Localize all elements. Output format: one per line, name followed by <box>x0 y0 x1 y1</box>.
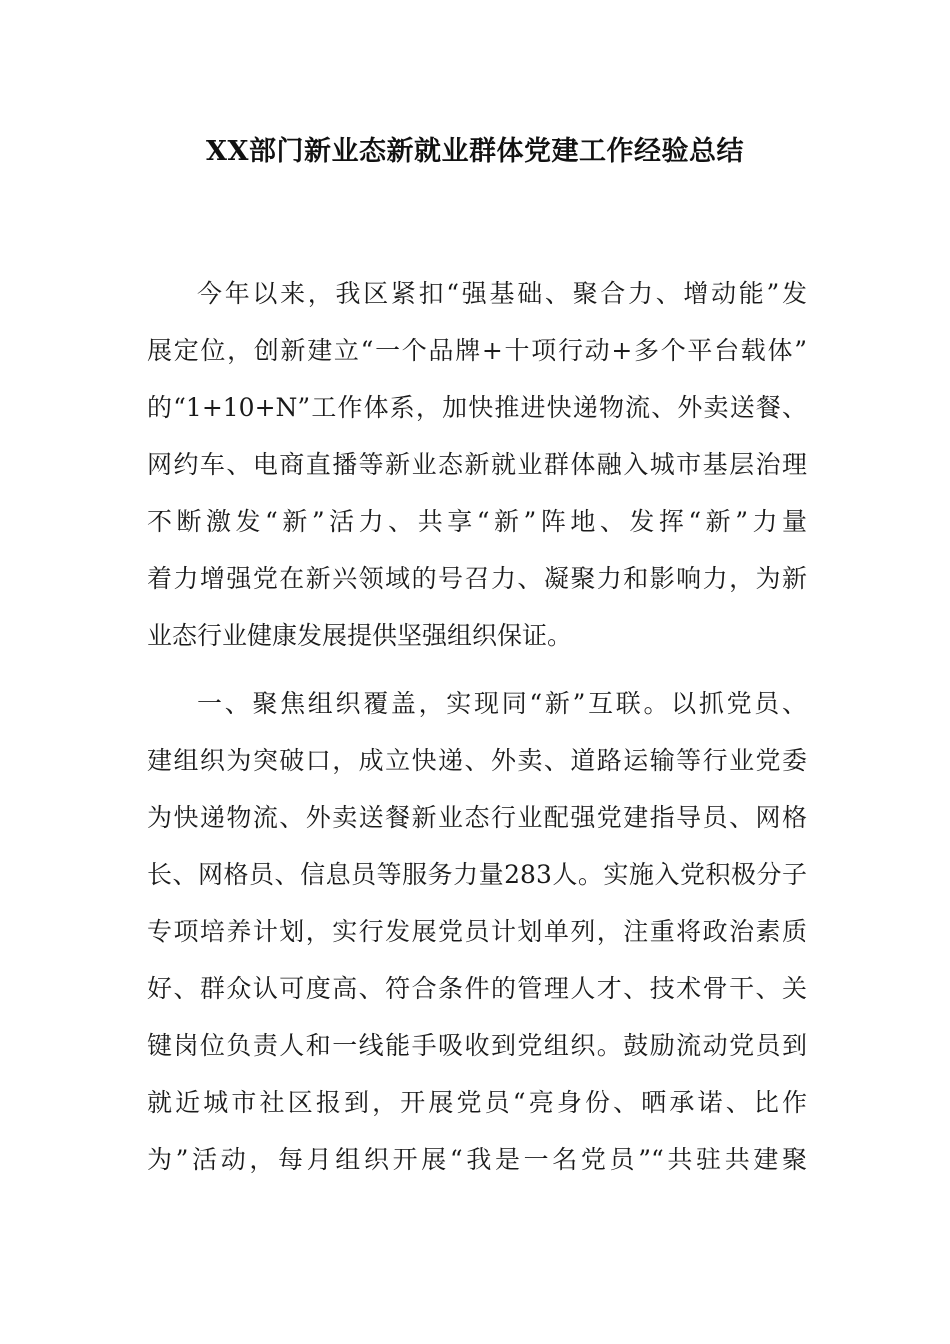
paragraph-1-line-1: 今年以来，我区紧扣“强基础、聚合力、增动能”发 <box>197 279 807 308</box>
paragraph-2-line-5: 专项培养计划，实行发展党员计划单列，注重将政治素质 <box>147 917 807 946</box>
paragraph-1-line-4: 网约车、电商直播等新业态新就业群体融入城市基层治理 <box>147 450 807 479</box>
paragraph-2-line-8: 就近城市社区报到，开展党员“亮身份、晒承诺、比作 <box>147 1088 807 1117</box>
paragraph-1-line-3: 的“1+10+N”工作体系，加快推进快递物流、外卖送餐、 <box>147 393 807 422</box>
paragraph-2-line-3: 为快递物流、外卖送餐新业态行业配强党建指导员、网格 <box>147 803 807 832</box>
paragraph-2-line-4: 长、网格员、信息员等服务力量283人。实施入党积极分子 <box>147 860 807 889</box>
paragraph-1-line-7: 业态行业健康发展提供坚强组织保证。 <box>147 621 573 650</box>
paragraph-2-line-2: 建组织为突破口，成立快递、外卖、道路运输等行业党委 <box>147 746 807 775</box>
paragraph-1-line-6: 着力增强党在新兴领域的号召力、凝聚力和影响力，为新 <box>147 564 807 593</box>
paragraph-2-line-1: 一、聚焦组织覆盖，实现同“新”互联。以抓党员、 <box>197 689 807 718</box>
paragraph-2-line-6: 好、群众认可度高、符合条件的管理人才、技术骨干、关 <box>147 974 807 1003</box>
paragraph-2-line-9: 为”活动，每月组织开展“我是一名党员”“共驻共建聚 <box>147 1145 807 1174</box>
document-title: XX部门新业态新就业群体党建工作经验总结 <box>206 136 744 167</box>
paragraph-2-line-7: 键岗位负责人和一线能手吸收到党组织。鼓励流动党员到 <box>147 1031 807 1060</box>
paragraph-1-line-2: 展定位，创新建立“一个品牌+十项行动+多个平台载体” <box>147 336 807 365</box>
paragraph-1-line-5: 不断激发“新”活力、共享“新”阵地、发挥“新”力量 <box>147 507 807 536</box>
